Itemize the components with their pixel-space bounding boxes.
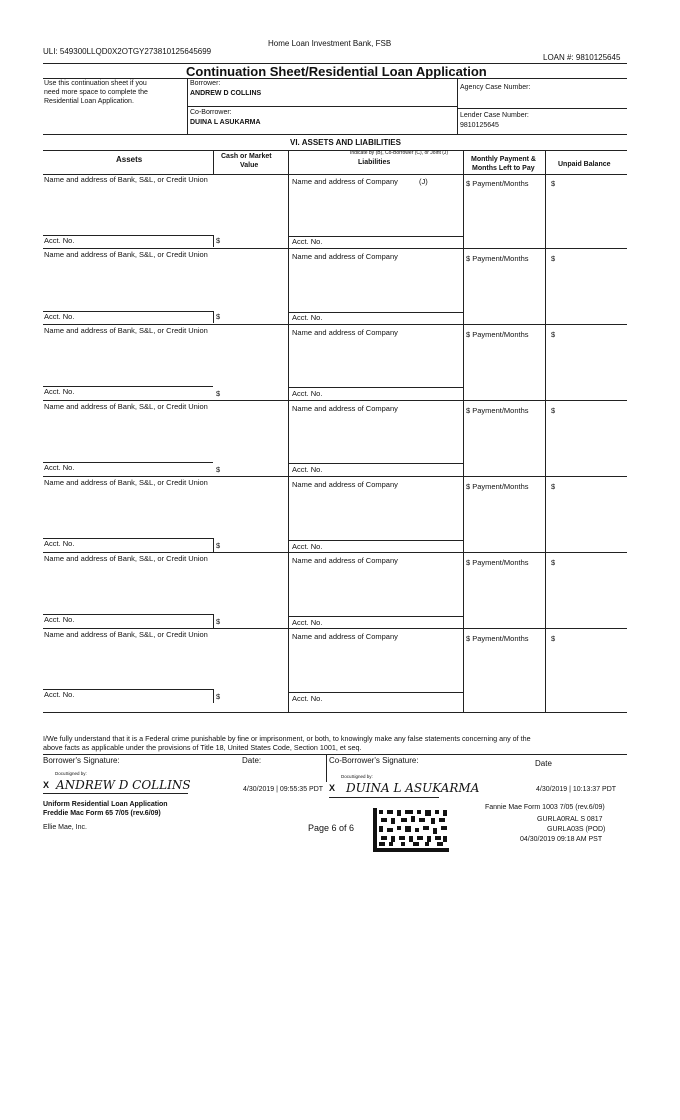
- joint-mark: (J): [419, 177, 428, 186]
- bank-label-4: Name and address of Bank, S&L, or Credit Union: [44, 402, 208, 411]
- acct-7: Acct. No.: [44, 690, 75, 699]
- co-borrower-signature-label: Co-Borrower's Signature:: [329, 756, 419, 765]
- co-borrower-label: Co-Borrower:: [190, 109, 232, 116]
- company-label-4: Name and address of Company: [292, 404, 398, 413]
- bank-label-6: Name and address of Bank, S&L, or Credit Union: [44, 554, 208, 563]
- borrower-sign-date: 4/30/2019 | 09:55:35 PDT: [243, 786, 324, 793]
- acct-2: Acct. No.: [44, 312, 75, 321]
- borrower-docusign-label: DocuSigned by:: [55, 771, 87, 776]
- cash-4: $: [216, 465, 221, 474]
- payment-3: $ Payment/Months: [466, 330, 529, 339]
- payment-7: $ Payment/Months: [466, 634, 529, 643]
- liab-acct-6: Acct. No.: [292, 618, 323, 627]
- bank-label-1: Name and address of Bank, S&L, or Credit Union: [44, 175, 208, 184]
- page-number: Page 6 of 6: [308, 823, 355, 833]
- lender-case-label: Lender Case Number:: [460, 112, 529, 119]
- unpaid-6: $: [551, 558, 556, 567]
- borrower-signature: ANDREW D COLLINS: [56, 778, 191, 792]
- intro-line-1: Use this continuation sheet if you: [44, 80, 147, 87]
- co-borrower-x-mark: X: [329, 783, 336, 793]
- company-label-5: Name and address of Company: [292, 480, 398, 489]
- co-borrower-signature: DUINA L ASUKARMA: [346, 781, 480, 795]
- acct-3: Acct. No.: [44, 387, 75, 396]
- co-borrower-sign-date: 4/30/2019 | 10:13:37 PDT: [536, 786, 617, 793]
- footer-freddie: Freddie Mac Form 65 7/05 (rev.6/09): [43, 810, 161, 817]
- bank-label-5: Name and address of Bank, S&L, or Credit Union: [44, 478, 208, 487]
- section-title: VI. ASSETS AND LIABILITIES: [290, 138, 401, 147]
- bank-label-7: Name and address of Bank, S&L, or Credit Union: [44, 630, 208, 639]
- payment-2: $ Payment/Months: [466, 254, 529, 263]
- cash-2: $: [216, 312, 221, 321]
- barcode-icon: [373, 808, 449, 852]
- footer-ellie: Ellie Mae, Inc.: [43, 824, 87, 831]
- footer-code-2: GURLA03S (POD): [547, 826, 606, 833]
- liab-acct-4: Acct. No.: [292, 465, 323, 474]
- col-liab-note: Indicate by (B), Co-Borrower (C), or Joint (J): [350, 150, 449, 156]
- cash-3: $: [216, 389, 221, 398]
- lender-case-number: 9810125645: [460, 122, 499, 129]
- borrower-label: Borrower:: [190, 80, 221, 87]
- liab-acct-5: Acct. No.: [292, 542, 323, 551]
- co-borrower-docusign-label: DocuSigned by:: [341, 774, 373, 779]
- unpaid-5: $: [551, 482, 556, 491]
- payment-5: $ Payment/Months: [466, 482, 529, 491]
- liab-acct-1: Acct. No.: [292, 237, 323, 246]
- borrower-date-label: Date:: [242, 756, 262, 765]
- col-cash-2: Value: [240, 162, 259, 169]
- acct-6: Acct. No.: [44, 615, 75, 624]
- intro-line-3: Residential Loan Application.: [44, 98, 134, 105]
- liab-acct-3: Acct. No.: [292, 389, 323, 398]
- borrower-x-mark: X: [43, 780, 50, 790]
- bank-label-3: Name and address of Bank, S&L, or Credit Union: [44, 326, 208, 335]
- payment-4: $ Payment/Months: [466, 406, 529, 415]
- company-label-2: Name and address of Company: [292, 252, 398, 261]
- col-unpaid: Unpaid Balance: [558, 161, 611, 168]
- page-title: Continuation Sheet/Residential Loan Application: [186, 64, 487, 79]
- unpaid-1: $: [551, 179, 556, 188]
- unpaid-3: $: [551, 330, 556, 339]
- statement-line-2: above facts as applicable under the provisions of Title 18, United States Code, Section 1001, et seq.: [43, 743, 362, 752]
- co-borrower-name: DUINA L ASUKARMA: [190, 119, 261, 126]
- col-cash-1: Cash or Market: [221, 153, 272, 160]
- company-label-1: Name and address of Company: [292, 177, 398, 186]
- cash-5: $: [216, 541, 221, 550]
- col-monthly-1: Monthly Payment &: [471, 156, 536, 163]
- liab-acct-2: Acct. No.: [292, 313, 323, 322]
- co-borrower-date-label: Date: [535, 759, 552, 768]
- col-liabilities: Liabilities: [358, 159, 391, 166]
- footer-fannie: Fannie Mae Form 1003 7/05 (rev.6/09): [485, 804, 605, 811]
- company-label-3: Name and address of Company: [292, 328, 398, 337]
- statement-line-1: I/We fully understand that it is a Federal crime punishable by fine or imprisonment, or both, to knowingly make any false statements concerning any of the: [43, 734, 531, 743]
- bank-name: Home Loan Investment Bank, FSB: [268, 39, 392, 48]
- acct-4: Acct. No.: [44, 463, 75, 472]
- payment-6: $ Payment/Months: [466, 558, 529, 567]
- bank-label-2: Name and address of Bank, S&L, or Credit Union: [44, 250, 208, 259]
- borrower-signature-label: Borrower's Signature:: [43, 756, 120, 765]
- col-monthly-2: Months Left to Pay: [472, 165, 535, 172]
- agency-case-label: Agency Case Number:: [460, 84, 531, 91]
- unpaid-2: $: [551, 254, 556, 263]
- uli-text: ULI: 549300LLQD0X2OTGY273810125645699: [43, 47, 212, 56]
- unpaid-7: $: [551, 634, 556, 643]
- unpaid-4: $: [551, 406, 556, 415]
- col-assets: Assets: [116, 155, 143, 164]
- footer-code-1: GURLA0RAL S 0817: [537, 816, 603, 823]
- intro-line-2: need more space to complete the: [44, 89, 148, 96]
- cash-1: $: [216, 236, 221, 245]
- company-label-7: Name and address of Company: [292, 632, 398, 641]
- borrower-name: ANDREW D COLLINS: [190, 90, 262, 97]
- cash-6: $: [216, 617, 221, 626]
- company-label-6: Name and address of Company: [292, 556, 398, 565]
- loan-number: LOAN #: 9810125645: [543, 53, 621, 62]
- footer-code-3: 04/30/2019 09:18 AM PST: [520, 836, 603, 843]
- payment-1: $ Payment/Months: [466, 179, 529, 188]
- footer-form-name: Uniform Residential Loan Application: [43, 801, 168, 808]
- liab-acct-7: Acct. No.: [292, 694, 323, 703]
- acct-5: Acct. No.: [44, 539, 75, 548]
- cash-7: $: [216, 692, 221, 701]
- acct-1: Acct. No.: [44, 236, 75, 245]
